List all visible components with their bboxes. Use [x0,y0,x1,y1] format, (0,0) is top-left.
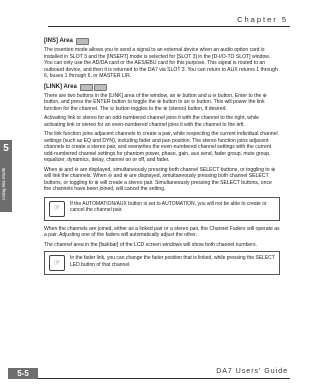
page-footer [8,368,290,382]
ins-title-text: [INS] Area [44,38,73,45]
note-hand-icon: ☞ [49,255,65,271]
chapter-label: Chapter 5 [237,15,288,24]
after-paragraph-2: The channel area in the [faskbar] of the LCD screen windows will show both channel numbers. [44,241,257,248]
chapter-side-tab [0,140,12,212]
ins-section [44,38,280,80]
guide-title: DA7 Users' Guide [216,368,288,375]
stereo-button-icon [94,84,107,91]
ins-title [44,38,280,45]
link-section [44,84,280,193]
link-paragraph-1: There are two buttons in the [LINK] area of the window, an ⊕ button and a ⊖ button. Enter to the ⊕ button, and press the ENTER button to toggle the ⊕ button to an ⊖ button. This will power the link function for the channel. The ⊖ button toggles to the ⊕ (stereo) button, if desired. [44,92,267,112]
fader-link-note-text: In the fader link, you can change the fader position that is linked, while pressing the SELECT LED button of that channel. [70,255,275,268]
link-paragraph-4: When ⊕ and ⊖ are displayed, simultaneously pressing both channel SELECT buttons, or toggling to ⊕ will link the channels. When ⊖ and ⊕ are displayed, simultaneously pressing both channel SELECT buttons, or toggling to ⊕ will create a stereo pair. Simultaneously pressing the SELECT buttons, once the channels have been joined, will cancel the setting. [44,166,276,192]
page-number: 5-5 [8,368,38,379]
link-button-icons [80,84,107,91]
automation-note [44,197,280,221]
ins-button-icon [76,38,89,45]
automation-note-text: If the AUTOMATION/AUX button is set to AUTOMATION, you will not be able to create or cancel the channel pair. [70,200,267,213]
page-content [44,38,280,280]
footer-rule [38,378,290,379]
note-hand-icon: ☞ [49,201,65,217]
header-rule [48,26,290,27]
link-paragraph-2: Activating link or stereo for an odd-numbered channel joins it with the channel to the right, while activating link or stereo for an even-numbered channel joins it with the channel to the left. [44,115,259,128]
fader-link-note [44,251,280,275]
link-title [44,84,280,91]
link-title-text: [LINK] Area [44,83,77,90]
link-button-icon [80,84,93,91]
ins-paragraph: The insertion mode allows you to send a signal to an external device when an audio option card is installed in SLOT 3 and the [INSERT] mode is selected for [SLOT 3] in the [D-I/O-TO SLOT] window. You can only use the AD/DA card or the AES/EBU card for this purpose. This signal is routed to an outboard device, and then it is returned to the DA7 via SLOT 3. You can return to AUX returns 1 through 6, buses 1 through 6, or MASTER L/R. [44,47,278,79]
link-paragraph-3: The link function joins adjacent channels to create a pair, while respecting the current individual channel settings (such as EQ and DYN), including fader and pan position. The stereo function joins adjacent channels to create a stereo pair, and overwrites the even-numbered channel settings with the current odd-numbered channel settings for phantom power, phase, gain, aux send, fader group, mute group, equalizer, dynamics, delay, channel on or off, and fader. [44,131,278,163]
side-tab-number: 5 [3,143,9,154]
after-paragraph-1: When the channels are joined, either as a linked pair or a stereo pair, the Channel Faders will operate as a pair. Adjusting one of the faders will automatically adjust the other. [44,225,280,238]
page-header [8,15,290,29]
side-tab-label: Using Mix Mode [1,167,6,201]
